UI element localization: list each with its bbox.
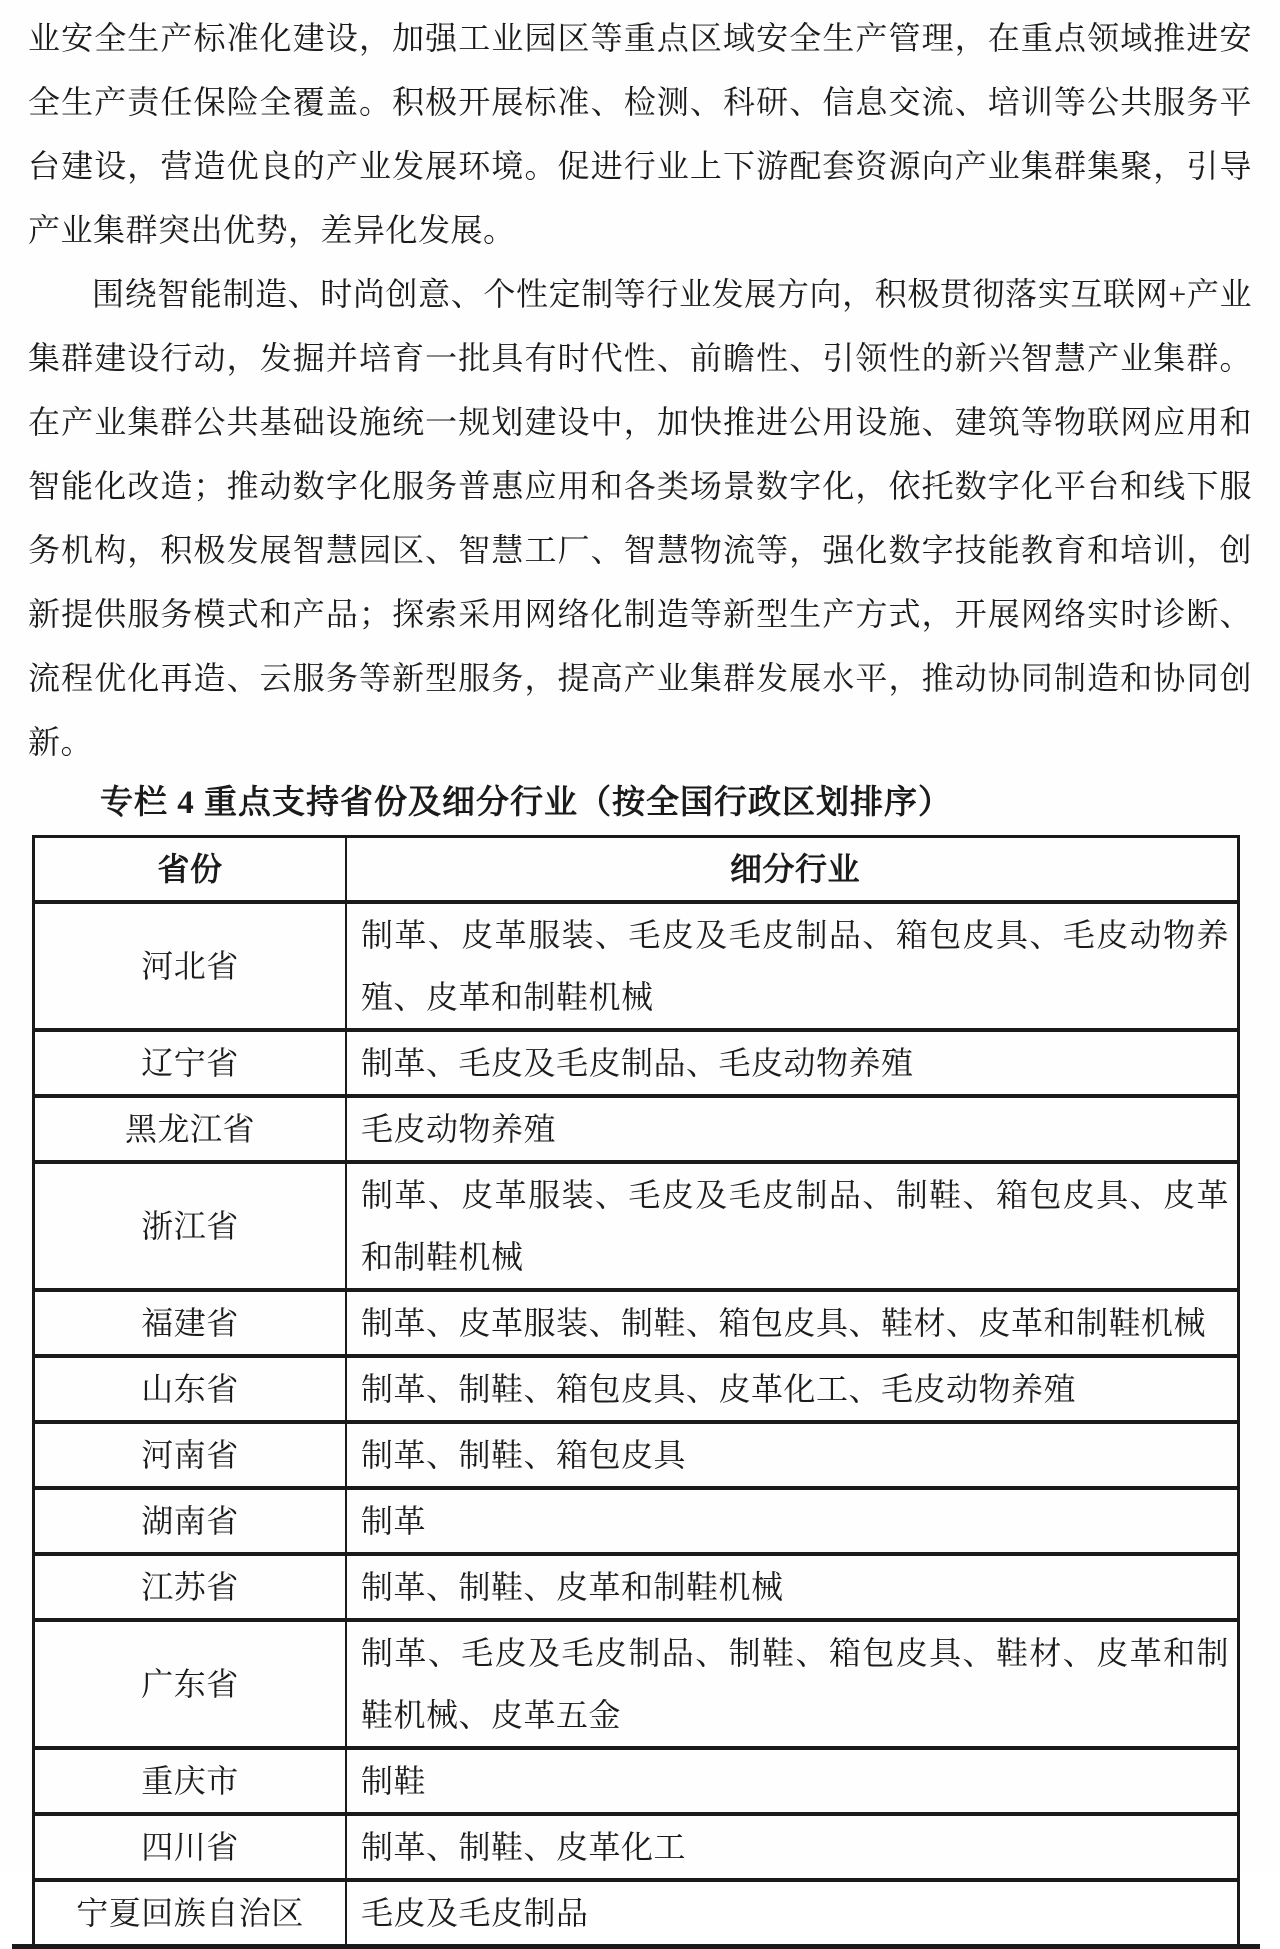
body-paragraph-1: 业安全生产标准化建设，加强工业园区等重点区域安全生产管理，在重点领域推进安全生产责任保险全覆盖。积极开展标准、检测、科研、信息交流、培训等公共服务平台建设，营造优良的产业发展环境。促进行业上下游配套资源向产业集群集聚，引导产业集群突出优势，差异化发展。 [28, 20, 1252, 248]
table-title: 专栏 4 重点支持省份及细分行业（按全国行政区划排序） [100, 785, 952, 821]
industry-cell: 制革、制鞋、箱包皮具、皮革化工、毛皮动物养殖 [361, 1371, 1077, 1407]
table-row [35, 1424, 1237, 1490]
province-cell: 福建省 [35, 1292, 347, 1354]
province-cell: 河北省 [35, 904, 347, 1028]
table-bottom-border [12, 1944, 1260, 1949]
body-paragraph-2: 围绕智能制造、时尚创意、个性定制等行业发展方向，积极贯彻落实互联网+产业集群建设行动，发掘并培育一批具有时代性、前瞻性、引领性的新兴智慧产业集群。在产业集群公共基础设施统一规划建设中，加快推进公用设施、建筑等物联网应用和智能化改造；推动数字化服务普惠应用和各类场景数字化，依托数字化平台和线下服务机构，积极发展智慧园区、智慧工厂、智慧物流等，强化数字技能教育和培训，创新提供服务模式和产品；探索采用网络化制造等新型生产方式，开展网络实时诊断、流程优化再造、云服务等新型服务，提高产业集群发展水平，推动协同制造和协同创新。 [28, 276, 1252, 760]
table-row [35, 1622, 1237, 1750]
industry-cell: 制革、制鞋、皮革和制鞋机械 [361, 1569, 784, 1605]
industry-cell: 制革、毛皮及毛皮制品、毛皮动物养殖 [361, 1045, 914, 1081]
province-cell: 山东省 [35, 1358, 347, 1420]
industry-cell: 毛皮动物养殖 [361, 1111, 557, 1147]
industry-cell: 制革、皮革服装、制鞋、箱包皮具、鞋材、皮革和制鞋机械 [361, 1305, 1207, 1341]
table-row [35, 1556, 1237, 1622]
industry-cell: 毛皮及毛皮制品 [361, 1895, 589, 1931]
table-row [35, 1816, 1237, 1882]
province-cell: 宁夏回族自治区 [35, 1882, 347, 1944]
table-row [35, 1750, 1237, 1816]
province-cell: 广东省 [35, 1622, 347, 1746]
industry-cell: 制革、皮革服装、毛皮及毛皮制品、制鞋、箱包皮具、皮革和制鞋机械 [361, 1177, 1229, 1275]
table-row [35, 1098, 1237, 1164]
table-row [35, 1032, 1237, 1098]
province-cell: 辽宁省 [35, 1032, 347, 1094]
province-cell: 四川省 [35, 1816, 347, 1878]
province-cell: 江苏省 [35, 1556, 347, 1618]
industry-cell: 制革 [361, 1503, 427, 1539]
table-row [35, 904, 1237, 1032]
industry-cell: 制革、毛皮及毛皮制品、制鞋、箱包皮具、鞋材、皮革和制鞋机械、皮革五金 [361, 1635, 1229, 1733]
table-row [35, 1164, 1237, 1292]
table-row [35, 1358, 1237, 1424]
provinces-table [32, 835, 1240, 1944]
province-cell: 湖南省 [35, 1490, 347, 1552]
province-cell: 重庆市 [35, 1750, 347, 1812]
column-header-province: 省份 [35, 838, 347, 900]
table-header-row [35, 838, 1237, 904]
table-row [35, 1292, 1237, 1358]
province-cell: 河南省 [35, 1424, 347, 1486]
industry-cell: 制革、制鞋、皮革化工 [361, 1829, 687, 1865]
industry-cell: 制鞋 [361, 1763, 427, 1799]
industry-cell: 制革、制鞋、箱包皮具 [361, 1437, 687, 1473]
table-row [35, 1882, 1237, 1944]
column-header-industry: 细分行业 [729, 851, 860, 887]
table-row [35, 1490, 1237, 1556]
province-cell: 黑龙江省 [35, 1098, 347, 1160]
province-cell: 浙江省 [35, 1164, 347, 1288]
industry-cell: 制革、皮革服装、毛皮及毛皮制品、箱包皮具、毛皮动物养殖、皮革和制鞋机械 [361, 917, 1229, 1015]
